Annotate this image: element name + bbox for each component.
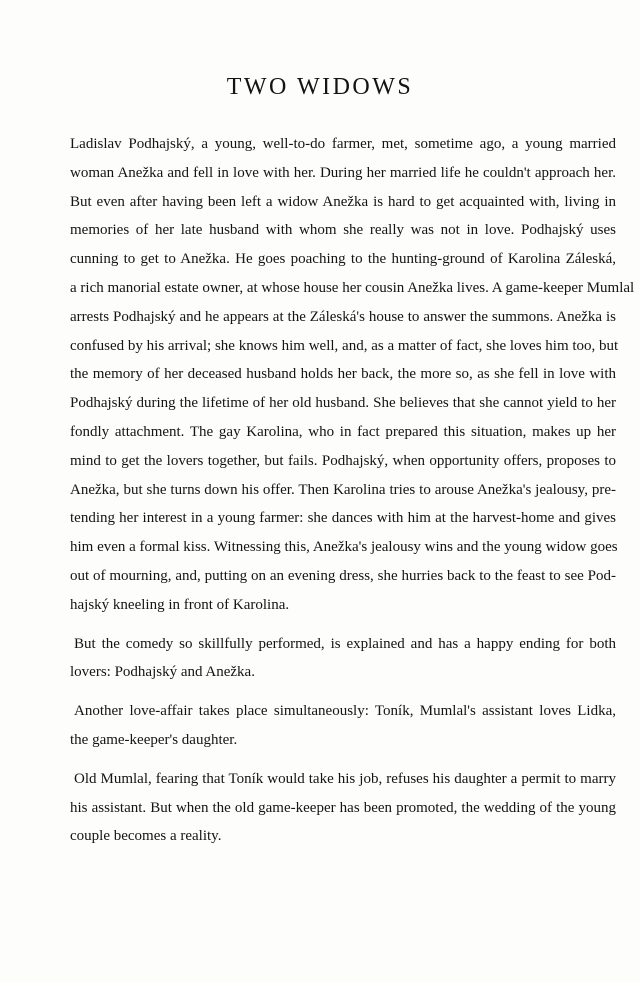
text-line: out of mourning, and, putting on an evening dress, she hurries back to the feast to see Pod-	[70, 567, 616, 584]
paragraph-2	[70, 630, 616, 688]
text-line: Old Mumlal, fearing that Toník would take his job, refuses his daughter a permit to marry	[74, 770, 616, 787]
text-line: Podhajský during the lifetime of her old husband. She believes that she cannot yield to her	[70, 395, 616, 412]
text-line: But even after having been left a widow Anežka is hard to get acquainted with, living in	[70, 193, 616, 210]
paragraph-1	[70, 130, 635, 620]
text-line: Another love-affair takes place simultaneously: Toník, Mumlal's assistant loves Lidka,	[74, 703, 616, 720]
text-line: tending her interest in a young farmer: she dances with him at the harvest-home and gives	[70, 510, 616, 527]
text-line: couple becomes a reality.	[70, 828, 222, 845]
text-line: lovers: Podhajský and Anežka.	[70, 664, 255, 681]
page-title: TWO WIDOWS	[226, 74, 414, 100]
text-line: his assistant. But when the old game-keeper has been promoted, the wedding of the young	[70, 799, 616, 816]
text-line: But the comedy so skillfully performed, is explained and has a happy ending for both	[74, 635, 616, 652]
text-line: him even a formal kiss. Witnessing this, Anežka's jealousy wins and the young widow goes	[70, 539, 618, 556]
body-text	[70, 130, 635, 851]
text-line: a rich manorial estate owner, at whose house her cousin Anežka lives. A game-keeper Mumlal	[70, 279, 635, 296]
text-line: hajský kneeling in front of Karolina.	[70, 596, 290, 613]
text-line: mind to get the lovers together, but fails. Podhajský, when opportunity offers, proposes to	[70, 452, 616, 469]
paragraph-3	[70, 697, 616, 755]
text-line: cunning to get to Anežka. He goes poaching to the hunting-ground of Karolina Záleská,	[70, 251, 616, 268]
text-line: memories of her late husband with whom she really was not in love. Podhajský uses	[70, 222, 616, 239]
text-line: Anežka, but she turns down his offer. Then Karolina tries to arouse Anežka's jealousy, pre-	[70, 481, 616, 498]
text-line: Ladislav Podhajský, a young, well-to-do farmer, met, sometime ago, a young married	[70, 136, 616, 152]
text-line: the memory of her deceased husband holds her back, the more so, as she fell in love with	[70, 366, 616, 383]
text-line: confused by his arrival; she knows him well, and, as a matter of fact, she loves him too, but	[70, 337, 619, 354]
text-line: the game-keeper's daughter.	[70, 731, 238, 748]
text-line: arrests Podhajský and he appears at the Záleská's house to answer the summons. Anežka is	[70, 308, 616, 325]
text-line: fondly attachment. The gay Karolina, who in fact prepared this situation, makes up her	[70, 423, 616, 440]
paragraph-4	[70, 765, 616, 851]
text-line: woman Anežka and fell in love with her. During her married life he couldn't approach her.	[70, 164, 616, 181]
